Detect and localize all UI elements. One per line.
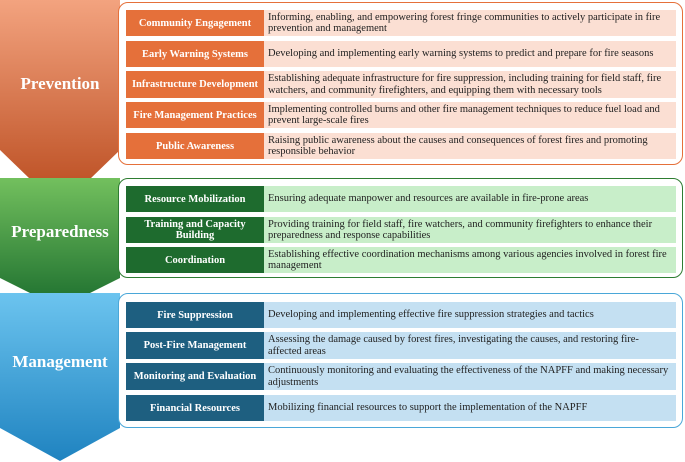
row-title: Monitoring and Evaluation (126, 363, 264, 390)
prevention-panel (118, 2, 683, 165)
row-description: Implementing controlled burns and other fire management techniques to reduce fuel load and prevent large-scale fires (264, 102, 676, 128)
row-title: Resource Mobilization (126, 186, 264, 212)
prevention-label: Prevention (20, 74, 100, 93)
preparedness-row-resource-mobilization (126, 186, 676, 212)
management-row-post-fire-management (126, 332, 676, 359)
management-row-fire-suppression (126, 302, 676, 328)
management-arrow (0, 293, 120, 462)
row-description: Ensuring adequate manpower and resources are available in fire-prone areas (264, 186, 676, 212)
preparedness-panel (118, 178, 683, 278)
row-title: Coordination (126, 247, 264, 273)
row-description: Assessing the damage caused by forest fires, investigating the causes, and restoring fire-affected areas (264, 332, 676, 359)
management-label: Management (12, 352, 108, 371)
row-description: Establishing effective coordination mechanisms among various agencies involved in forest fire management (264, 247, 676, 273)
preparedness-label: Preparedness (11, 222, 109, 241)
row-description: Informing, enabling, and empowering forest fringe communities to actively participate in fire prevention and management (264, 10, 676, 36)
row-title: Community Engagement (126, 10, 264, 36)
row-title: Public Awareness (126, 133, 264, 159)
row-description: Developing and implementing effective fire suppression strategies and tactics (264, 302, 676, 328)
management-row-monitoring-evaluation (126, 363, 676, 390)
management-panel (118, 293, 683, 428)
prevention-row-public-awareness (126, 133, 676, 159)
row-title: Infrastructure Development (126, 71, 264, 98)
row-title: Fire Management Practices (126, 102, 264, 128)
row-description: Establishing adequate infrastructure for fire suppression, including training for field staff, fire watchers, and community firefighters, and equipping them with necessary tools (264, 71, 676, 98)
prevention-row-infrastructure-development (126, 71, 676, 98)
row-description: Raising public awareness about the causes and consequences of forest fires and promoting responsible behavior (264, 133, 676, 159)
row-title: Fire Suppression (126, 302, 264, 328)
row-title: Early Warning Systems (126, 41, 264, 67)
row-description: Mobilizing financial resources to support the implementation of the NAPFF (264, 395, 676, 421)
row-title: Financial Resources (126, 395, 264, 421)
row-description: Providing training for field staff, fire watchers, and community firefighters to enhance their preparedness and response capabilities (264, 217, 676, 243)
prevention-row-community-engagement (126, 10, 676, 36)
prevention-row-fire-management-practices (126, 102, 676, 128)
preparedness-row-training-capacity-building (126, 217, 676, 243)
row-title: Post-Fire Management (126, 332, 264, 359)
row-description: Developing and implementing early warning systems to predict and prepare for fire seasons (264, 41, 676, 67)
row-description: Continuously monitoring and evaluating the effectiveness of the NAPFF and making necessary adjustments (264, 363, 676, 390)
preparedness-row-coordination (126, 247, 676, 273)
preparedness-arrow (0, 178, 120, 310)
prevention-row-early-warning-systems (126, 41, 676, 67)
row-title: Training and Capacity Building (126, 217, 264, 243)
management-row-financial-resources (126, 395, 676, 421)
